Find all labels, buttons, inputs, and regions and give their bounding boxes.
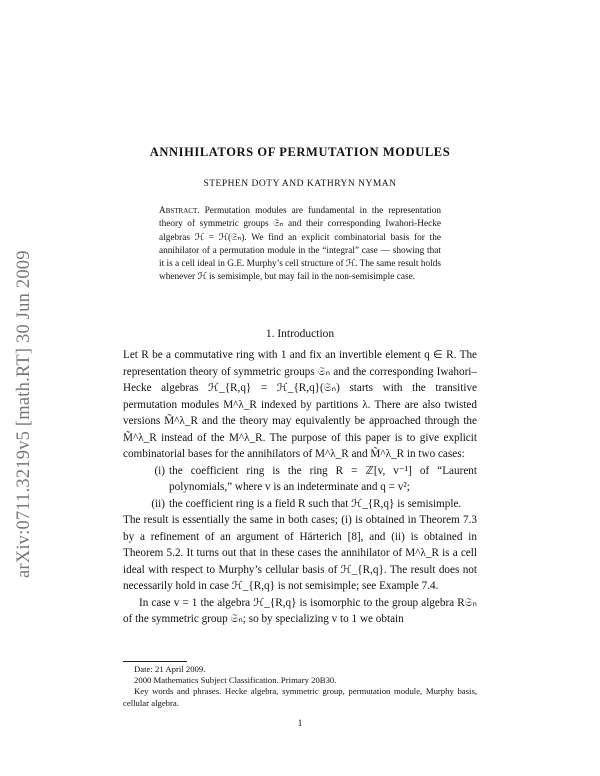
paper-authors: STEPHEN DOTY AND KATHRYN NYMAN (203, 179, 397, 189)
arxiv-identifier: arXiv:0711.3219v5 [math.RT] 30 Jun 2009 (14, 250, 34, 578)
list-item-text: the coefficient ring is a field R such that ℋ_{R,q} is semisimple. (169, 497, 462, 510)
intro-paragraph-1: Let R be a commutative ring with 1 and fix an invertible element q ∈ R. The representation theory of symmetric groups 𝔖ₙ and the corresponding Iwahori–Hecke algebras ℋ_{R,q} = ℋ_{R,q}(𝔖ₙ) starts with the transitive permutation modules M^λ_R indexed by partitions λ. There are also twisted versions M̃^λ_R and the theory may equivalently be approached through the M̃^λ_R instead of the M^λ_R. The purpose of this paper is to give explicit combinatorial bases for the annihilators of M^λ_R and M̃^λ_R in two cases: (123, 349, 477, 460)
list-item (123, 496, 477, 513)
page-number: 1 (297, 719, 303, 729)
body-text (123, 347, 477, 628)
list-item-label: (ii) (151, 497, 165, 510)
abstract (159, 205, 441, 285)
intro-paragraph-3: In case v = 1 the algebra ℋ_{R,q} is isomorphic to the group algebra R𝔖ₙ of the symmetric group 𝔖ₙ; so by specializing v to 1 we obtain (123, 596, 477, 625)
list-item-label: (i) (154, 464, 165, 477)
section-heading (0, 328, 600, 340)
abstract-text: Permutation modules are fundamental in the representation theory of symmetric groups 𝔖ₙ and their corresponding Iwahori-Hecke algebras ℋ = ℋ(𝔖ₙ). We find an explicit combinatorial basis for the annihilator of a permutation module in the “integral” case — showing that it is a cell ideal in G.E. Murphy’s cell structure of ℋ. The same result holds whenever ℋ is semisimple, but may fail in the non-semisimple case. (159, 206, 441, 283)
footnote-rule (123, 661, 187, 662)
footnote-date: Date: 21 April 2009. (134, 664, 206, 674)
list-item-text: the coefficient ring is the ring R = ℤ[v, v⁻¹] of “Laurent polynomials,” where v is an indeterminate and q = v²; (169, 464, 477, 493)
list-item (123, 463, 477, 496)
abstract-label: Abstract. (159, 206, 200, 216)
case-list (123, 463, 477, 513)
footnote-msc: 2000 Mathematics Subject Classification. Primary 20B30. (134, 675, 337, 686)
footnotes (123, 664, 477, 709)
intro-paragraph-2: The result is essentially the same in both cases; (i) is obtained in Theorem 7.3 by a refinement of an argument of Härterich [8], and (ii) is obtained in Theorem 5.2. It turns out that in these cases the annihilator of M^λ_R is a cell ideal with respect to Murphy’s cellular basis of ℋ_{R,q}. The result does not necessarily hold in case ℋ_{R,q} is not semisimple; see Example 7.4. (123, 514, 477, 592)
paper-title: ANNIHILATORS OF PERMUTATION MODULES (149, 145, 451, 159)
section-heading-text: 1. Introduction (265, 328, 335, 340)
footnote-keywords: Key words and phrases. Hecke algebra, symmetric group, permutation module, Murphy basis, cellular algebra. (123, 686, 477, 708)
